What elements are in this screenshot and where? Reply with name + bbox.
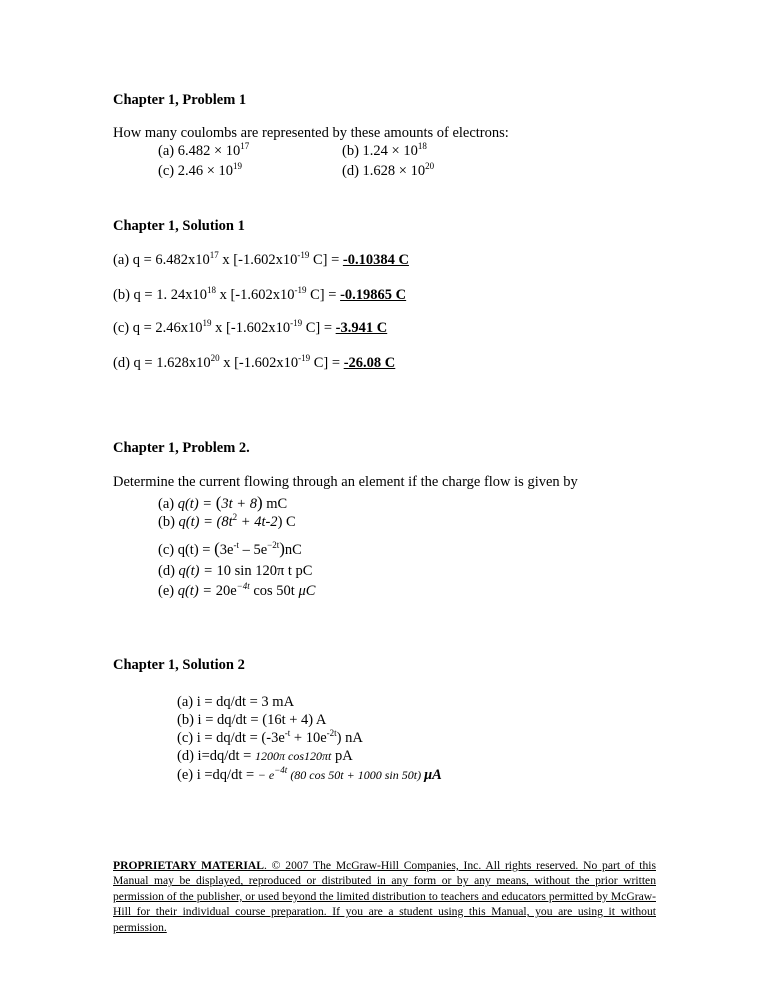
solution1-line-a: (a) $q = 6.482x10^{17}$ x [$-1.602x10^{-19}$ C] = -0.10384 C (113, 250, 409, 268)
copyright-text: . © 2007 The McGraw-Hill Companies, Inc. All rights reserved. (264, 859, 584, 872)
proprietary-notice (113, 858, 656, 935)
problem2-heading: Chapter 1, Problem 2. (113, 440, 250, 456)
problem1-option-c: (c) $2.46 \times 10^{19}$ (158, 161, 243, 179)
problem2-item-d: (d) q(t) = 10 sin 120π t pC (158, 563, 313, 579)
problem1-option-d: (d) $1.628 \times 10^{20}$ (342, 161, 435, 179)
problem2-question: Determine the current flowing through an element if the charge flow is given by (113, 474, 578, 490)
solution1-heading: Chapter 1, Solution 1 (113, 218, 245, 234)
solution1-answer-b: -0.19865 C (340, 287, 407, 303)
solution1-line-d: (d) $q = 1.628x10^{20}$ x [$-1.602x10^{-19}$ C] = -26.08 C (113, 353, 396, 371)
problem2-item-a: (a) q(t) = (3t + 8) mC (158, 493, 288, 512)
solution1-line-b: (b) q = 1. $24x10^{18}$ x [$-1.602x10^{-19}$ C] = -0.19865 C (113, 285, 407, 303)
solution2-item-c: (c) $i = dq/dt = (-3e^{-t} + 10e^{-2t})$ nA (177, 728, 363, 746)
problem1-heading: Chapter 1, Problem 1 (113, 92, 247, 108)
problem2-item-b: (b) $q(t) = (8t^2 + 4t-2)$ C (158, 512, 296, 530)
solution1-answer-a: -0.10384 C (342, 252, 409, 268)
solution2-item-d: (d) i=dq/dt = 1200π cos120πt pA (177, 748, 353, 764)
proprietary-label: PROPRIETARY MATERIAL (113, 859, 265, 872)
solution1-answer-d: -26.08 C (343, 355, 396, 371)
problem2-item-e: (e) $q(t) = 20e^{-4t}$ cos 50t μC (158, 581, 316, 599)
problem1-option-a: (a) $6.482 \times 10^{17}$ (158, 141, 250, 159)
problem2-item-c: (c) $q(t) = (3e^{-t} - 5e^{-2t})nC$ (158, 539, 302, 558)
solution1-answer-c: -3.941 C (335, 320, 388, 336)
solution1-line-c: (c) $q = 2.46x10^{19}$ x [$-1.602x10^{-19}$ C] = -3.941 C (113, 318, 388, 336)
solution2-heading: Chapter 1, Solution 2 (113, 657, 245, 673)
solution2-item-e: (e) i =dq/dt = − $e^{-4t}$ (80 cos 50t + 1000 sin 50t) μA (177, 765, 442, 783)
permission-text: No part of this Manual may be displayed, reproduced or distributed in any form or by any means, without the prior written permission of the publisher, or used beyond the limited distribution to teachers and educators permitted by McGraw-Hill for their individual course preparation. If you are a student using this Manual, you are using it without permission. (113, 859, 656, 934)
solution2-item-b: (b) i = dq/dt = (16t + 4) A (177, 712, 327, 728)
problem1-option-b: (b) $1.24 \times 10^{18}$ (342, 141, 427, 159)
problem1-question: How many coulombs are represented by these amounts of electrons: (113, 125, 509, 141)
solution2-item-a: (a) i = dq/dt = 3 mA (177, 694, 295, 710)
